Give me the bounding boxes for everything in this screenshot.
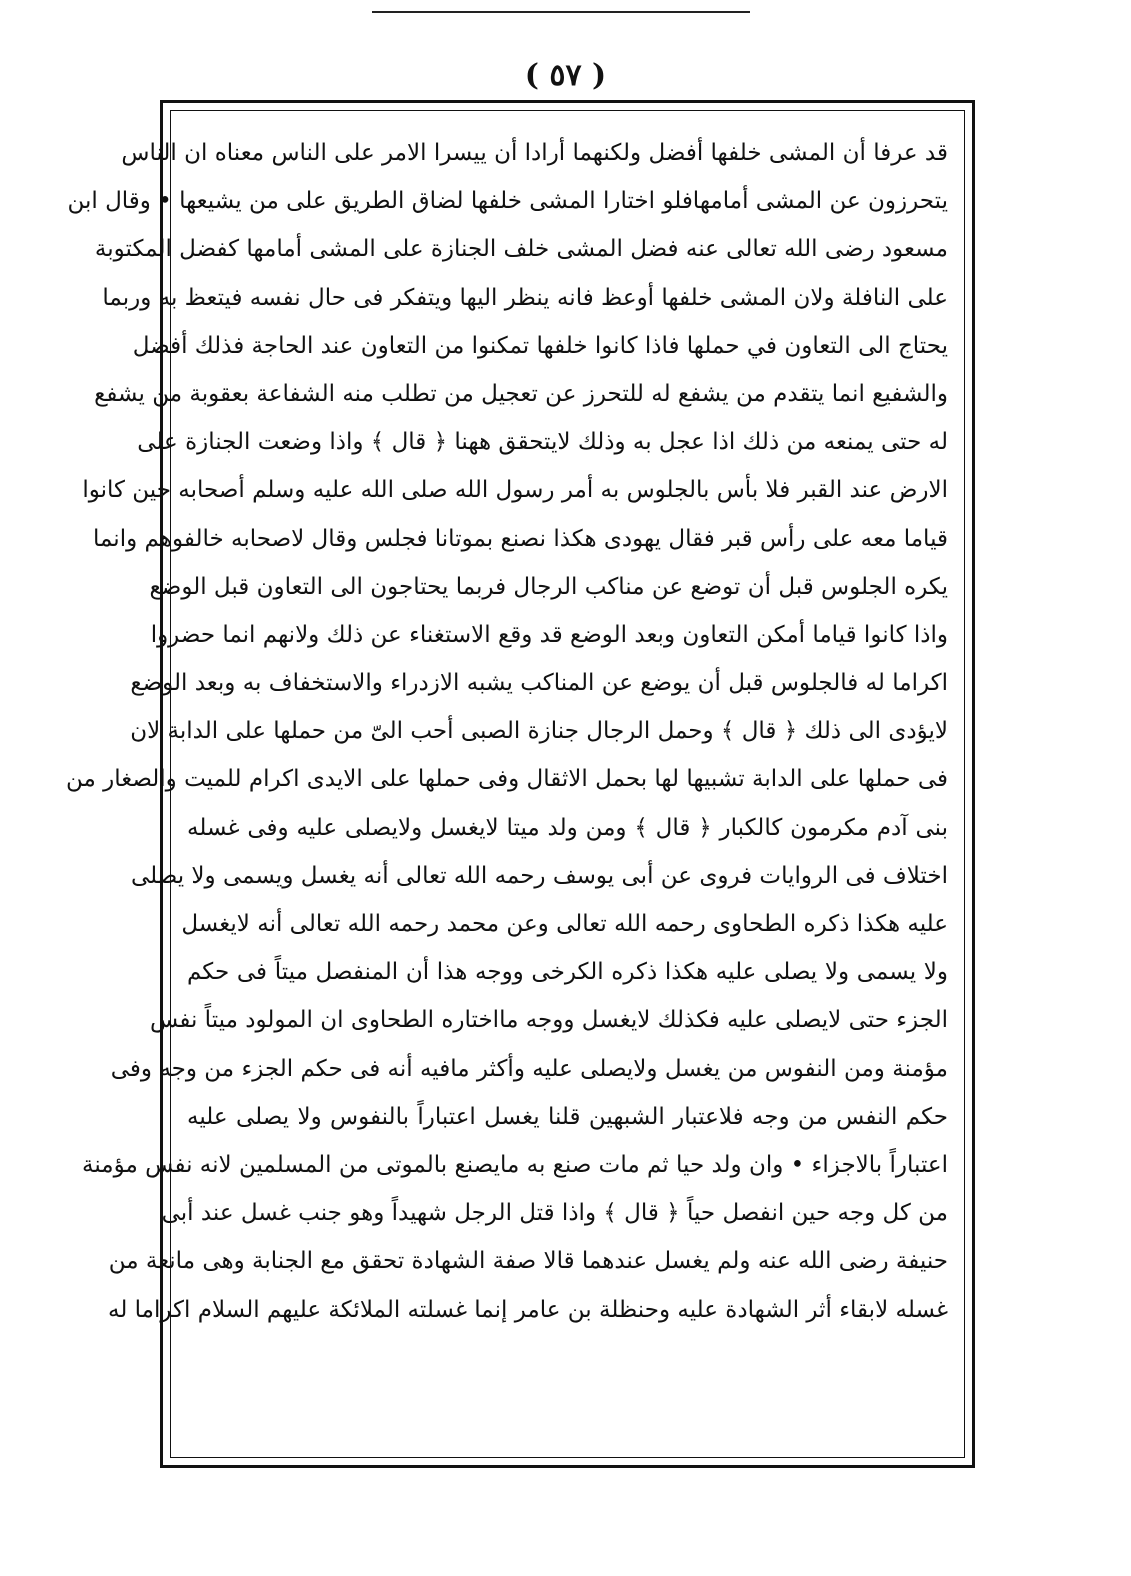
text-line: حنيفة رضى الله عنه ولم يغسل عندهما قالا صفة الشهادة تحقق مع الجنابة وهى مانعة من <box>108 1248 948 1275</box>
text-line: واذا كانوا قياما أمكن التعاون وبعد الوضع قد وقع الاستغناء عن ذلك ولانهم انما حضروا <box>150 621 948 648</box>
text-line: مسعود رضى الله تعالى عنه فضل المشى خلف الجنازة على المشى أمامها كفضل المكتوبة <box>94 236 948 263</box>
text-line: يحتاج الى التعاون في حملها فاذا كانوا خلفها تمكنوا من التعاون عند الحاجة فذلك أفضل <box>132 332 948 359</box>
text-line: فى حملها على الدابة تشبيها لها بحمل الاثقال وفى حملها على الايدى اكرام للميت والصغار من <box>65 766 948 793</box>
text-line: اختلاف فى الروايات فروى عن أبى يوسف رحمه الله تعالى أنه يغسل ويسمى ولا يصلى <box>130 862 948 889</box>
text-line: لايؤدى الى ذلك ﴿ قال ﴾ وحمل الرجال جنازة الصبى أحب الىّ من حملها على الدابة لان <box>130 718 948 745</box>
text-line: والشفيع انما يتقدم من يشفع له للتحرز عن تعجيل من تطلب منه الشفاعة بعقوبة من يشفع <box>94 380 948 407</box>
text-line: غسله لابقاء أثر الشهادة عليه وحنظلة بن عامر إنما غسلته الملائكة عليهم السلام اكراما له <box>108 1296 948 1323</box>
text-line: عليه هكذا ذكره الطحاوى رحمه الله تعالى وعن محمد رحمه الله تعالى أنه لايغسل <box>181 911 948 937</box>
text-line: قد عرفا أن المشى خلفها أفضل ولكنهما أرادا أن ييسرا الامر على الناس معناه ان الناس <box>121 140 948 166</box>
text-line: حكم النفس من وجه فلاعتبار الشبهين قلنا يغسل اعتباراً بالنفوس ولا يصلى عليه <box>187 1103 948 1130</box>
text-line: ولا يسمى ولا يصلى عليه هكذا ذكره الكرخى ووجه هذا أن المنفصل ميتاً فى حكم <box>187 959 948 986</box>
page-number: ( ٥٧ ) <box>524 58 607 93</box>
text-line: اعتباراً بالاجزاء • وان ولد حيا ثم مات صنع به مايصنع بالموتى من المسلمين لانه نفس مؤمنة <box>82 1151 948 1178</box>
text-line: من كل وجه حين انفصل حياً ﴿ قال ﴾ واذا قتل الرجل شهيداً وهو جنب غسل عند أبى <box>161 1200 948 1227</box>
page-frame <box>65 100 975 1468</box>
text-line: قياما معه على رأس قبر فقال يهودى هكذا نصنع بموتانا فجلس وقال لاصحابه خالفوهم وانما <box>93 525 948 552</box>
text-line: بنى آدم مكرمون كالكبار ﴿ قال ﴾ ومن ولد ميتا لايغسل ولايصلى عليه وفى غسله <box>187 814 948 841</box>
body-text <box>65 129 948 1334</box>
text-line: يكره الجلوس قبل أن توضع عن مناكب الرجال فربما يحتاجون الى التعاون قبل الوضع <box>149 573 948 600</box>
text-line: يتحرزون عن المشى أمامهافلو اختارا المشى خلفها لضاق الطريق على من يشيعها • وقال ابن <box>67 188 948 215</box>
page-frame-inner <box>65 110 965 1458</box>
top-rule <box>372 11 750 13</box>
text-line: مؤمنة ومن النفوس من يغسل ولايصلى عليه وأكثر مافيه أنه فى حكم الجزء من وجه وفى <box>110 1055 948 1082</box>
text-line: الارض عند القبر فلا بأس بالجلوس به أمر رسول الله صلى الله عليه وسلم أصحابه حين كانوا <box>82 477 948 504</box>
text-line: اكراما له فالجلوس قبل أن يوضع عن المناكب يشبه الازدراء والاستخفاف به وبعد الوضع <box>130 670 948 697</box>
text-line: له حتى يمنعه من ذلك اذا عجل به وذلك لايتحقق ههنا ﴿ قال ﴾ واذا وضعت الجنازة على <box>137 429 948 456</box>
text-line: الجزء حتى لايصلى عليه فكذلك لايغسل ووجه مااختاره الطحاوى ان المولود ميتاً نفس <box>150 1007 948 1034</box>
text-line: على النافلة ولان المشى خلفها أوعظ فانه ينظر اليها ويتفكر فى حال نفسه فيتعظ به وربما <box>102 284 948 311</box>
